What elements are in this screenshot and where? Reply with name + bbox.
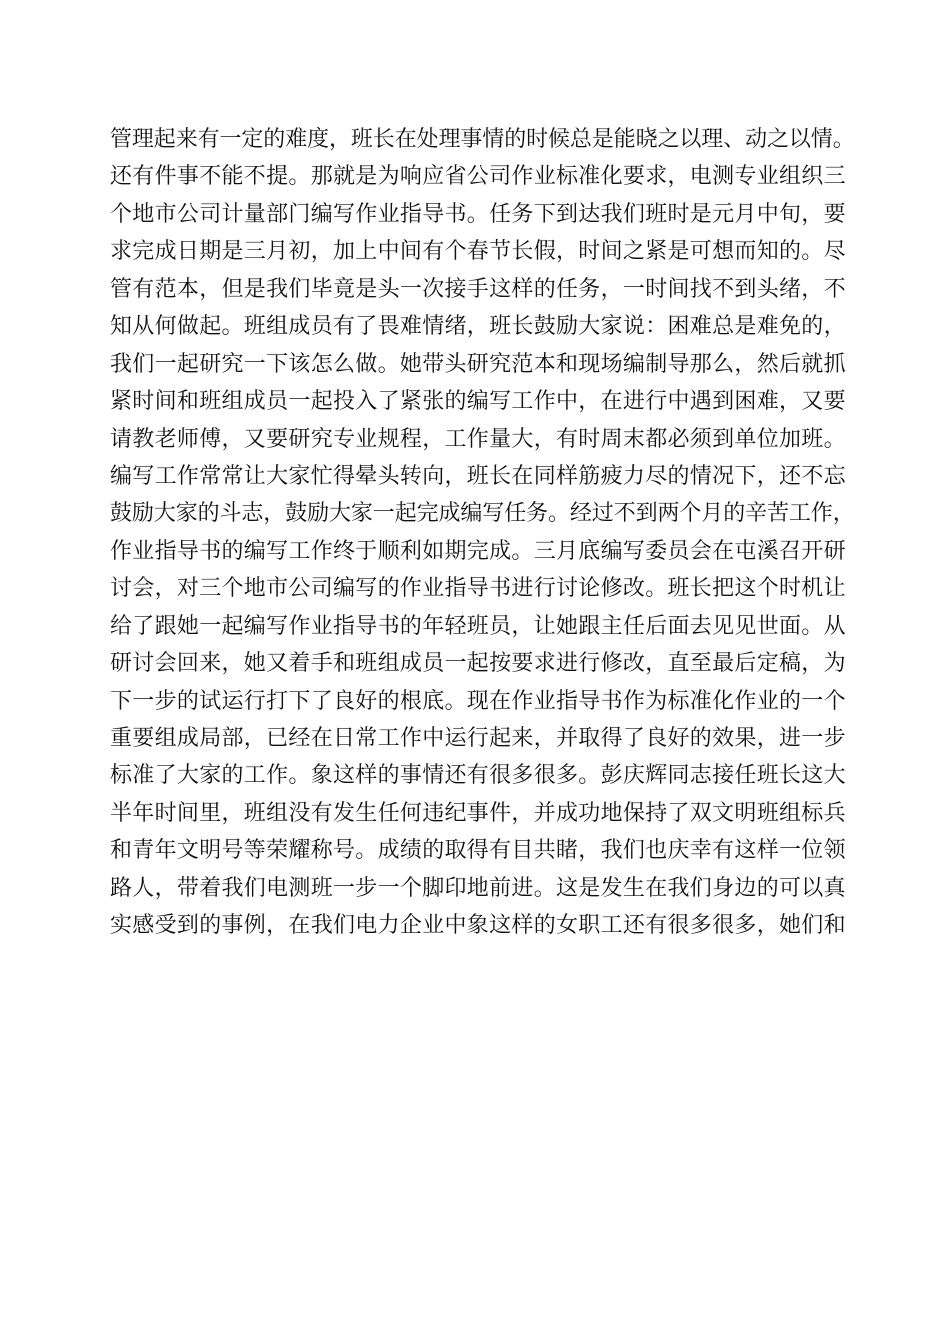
text-line: 个地市公司计量部门编写作业指导书。任务下到达我们班时是元月中旬，要	[110, 201, 846, 227]
text-line: 重要组成局部，已经在日常工作中运行起来，并取得了良好的效果，进一步	[110, 726, 846, 751]
text-line: 紧时间和班组成员一起投入了紧张的编写工作中，在进行中遇到困难，又要	[110, 389, 846, 415]
text-line: 下一步的试运行打下了良好的根底。现在作业指导书作为标准化作业的一个	[110, 688, 846, 714]
text-line: 还有件事不能不提。那就是为响应省公司作业标准化要求，电测专业组织三	[110, 164, 846, 190]
text-line: 路人，带着我们电测班一步一个脚印地前进。这是发生在我们身边的可以真	[110, 875, 846, 901]
text-line: 编写工作常常让大家忙得晕头转向，班长在同样筋疲力尽的情况下，还不忘	[110, 463, 846, 489]
text-line: 请教老师傅，又要研究专业规程，工作量大，有时周末都必须到单位加班。	[110, 426, 846, 452]
text-line: 和青年文明号等荣耀称号。成绩的取得有目共睹，我们也庆幸有这样一位领	[110, 838, 846, 864]
text-line: 作业指导书的编写工作终于顺利如期完成。三月底编写委员会在屯溪召开研	[110, 538, 846, 564]
text-line: 半年时间里，班组没有发生任何违纪事件，并成功地保持了双文明班组标兵	[110, 800, 846, 826]
text-line: 管理起来有一定的难度，班长在处理事情的时候总是能晓之以理、动之以情。	[110, 127, 855, 152]
text-line: 实感受到的事例，在我们电力企业中象这样的女职工还有很多很多，她们和	[110, 913, 846, 939]
body-text	[110, 121, 855, 945]
text-line: 标准了大家的工作。象这样的事情还有很多很多。彭庆辉同志接任班长这大	[110, 763, 846, 789]
text-line: 知从何做起。班组成员有了畏难情绪，班长鼓励大家说：困难总是难免的，	[110, 314, 846, 340]
text-line: 讨会，对三个地市公司编写的作业指导书进行讨论修改。班长把这个时机让	[110, 576, 846, 602]
text-line: 求完成日期是三月初，加上中间有个春节长假，时间之紧是可想而知的。尽	[110, 239, 846, 265]
text-line: 鼓励大家的斗志，鼓励大家一起完成编写任务。经过不到两个月的辛苦工作，	[110, 501, 855, 527]
text-line: 我们一起研究一下该怎么做。她带头研究范本和现场编制导那么，然后就抓	[110, 351, 846, 377]
text-line: 研讨会回来，她又着手和班组成员一起按要求进行修改，直至最后定稿，为	[110, 651, 846, 677]
text-line: 给了跟她一起编写作业指导书的年轻班员，让她跟主任后面去见见世面。从	[110, 613, 846, 639]
text-line: 管有范本，但是我们毕竟是头一次接手这样的任务，一时间找不到头绪，不	[110, 276, 846, 302]
